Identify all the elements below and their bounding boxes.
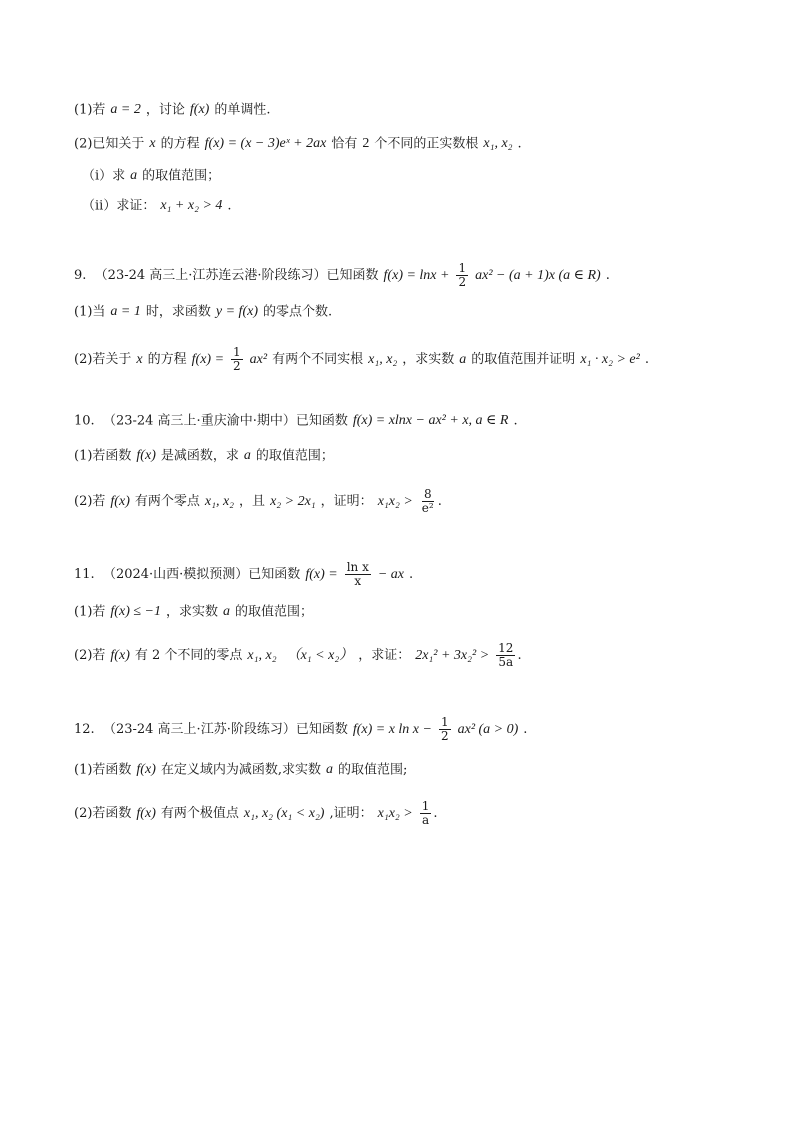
p10-fraction: $\frac{8}{\text{e²}}$ xyxy=(421,487,434,515)
p11-source: （2024·山西·模拟预测）已知函数 xyxy=(102,567,301,582)
p8-sub-ii-inequality: x₁ + x₂ > 4 xyxy=(160,198,223,213)
p8-sub-ii: （ii）求证： x₁ + x₂ > 4 . xyxy=(82,196,232,217)
p12-source: （23-24 高三上·江苏·阶段练习）已知函数 xyxy=(102,722,348,737)
p10-part2: (2)若 f(x) 有两个零点 x₁, x₂ ，且 x₂ > 2x₁ ，证明： x₁x₂ > $\frac{8}{\text{e²}}$ . xyxy=(74,487,442,515)
p10-source: （23-24 高三上·重庆渝中·期中）已知函数 xyxy=(102,413,348,429)
p10-number: 10. xyxy=(74,413,95,429)
p11-part2-fraction: $\frac{12}{5a}$ xyxy=(498,641,514,669)
p8-part2-equation: f(x) = (x − 3)eˣ + 2ax xyxy=(204,136,327,151)
p9-header: 9. （23-24 高三上·江苏连云港·阶段练习）已知函数 f(x) = lnx + $\frac{1}{2}$ ax² − (a + 1)x (a ∈ R) . xyxy=(74,261,610,289)
p10-header: 10. （23-24 高三上·重庆渝中·期中）已知函数 f(x) = xlnx − ax² + x, a ∈ R . xyxy=(74,413,518,429)
p9-part2-fraction: $\frac{1}{2}$ xyxy=(233,345,241,373)
p12-number: 12. xyxy=(74,722,95,737)
p11-fraction: $\frac{\text{ln x}}{x}$ xyxy=(346,560,369,588)
p11-part2: (2)若 f(x) 有 2 个不同的零点 x₁, x₂ （x₁ < x₂） ，求证： 2x₁² + 3x₂² > $\frac{12}{5a}$ . xyxy=(74,641,522,669)
p11-number: 11. xyxy=(74,567,95,582)
p11-header: 11. （2024·山西·模拟预测）已知函数 f(x) = $\frac{\text{ln x}}{x}$ − ax . xyxy=(74,560,414,588)
p11-part1: (1)若 f(x) ≤ −1 ，求实数 a 的取值范围； xyxy=(74,604,314,620)
p8-part2: (2)已知关于 x 的方程 f(x) = (x − 3)eˣ + 2ax 恰有 2 个不同的正实数根 x₁, x₂ . xyxy=(74,134,522,155)
p12-part1: (1)若函数 f(x) 在定义域内为减函数,求实数 a 的取值范围; xyxy=(74,762,408,778)
p12-part2-fraction: $\frac{1}{a}$ xyxy=(421,799,430,827)
p12-part2: (2)若函数 f(x) 有两个极值点 x₁, x₂ (x₁ < x₂) ,证明： x₁x₂ > $\frac{1}{a}$ . xyxy=(74,799,438,827)
p8-part1-fx: f(x) xyxy=(189,102,210,117)
p12-header: 12. （23-24 高三上·江苏·阶段练习）已知函数 f(x) = x ln x − $\frac{1}{2}$ ax² (a > 0) . xyxy=(74,715,528,743)
p8-sub-i: （i）求 a 的取值范围； xyxy=(82,168,221,184)
p9-part2: (2)若关于 x 的方程 f(x) = $\frac{1}{2}$ ax² 有两个不同实根 x₁, x₂ ，求实数 a 的取值范围并证明 x₁ · x₂ > e² . xyxy=(74,345,649,373)
p8-part1: (1)若 a = 2 ，讨论 f(x) 的单调性. xyxy=(74,100,270,121)
p12-fraction: $\frac{1}{2}$ xyxy=(440,715,449,743)
p9-fraction: $\frac{1}{2}$ xyxy=(458,261,467,289)
p9-part1: (1)当 a = 1 时，求函数 y = f(x) 的零点个数. xyxy=(74,304,333,320)
p9-number: 9. xyxy=(74,268,87,283)
p8-part1-cond: a = 2 xyxy=(110,102,141,117)
p9-source: （23-24 高三上·江苏连云港·阶段练习）已知函数 xyxy=(94,268,379,283)
p10-part1: (1)若函数 f(x) 是减函数，求 a 的取值范围； xyxy=(74,448,334,464)
